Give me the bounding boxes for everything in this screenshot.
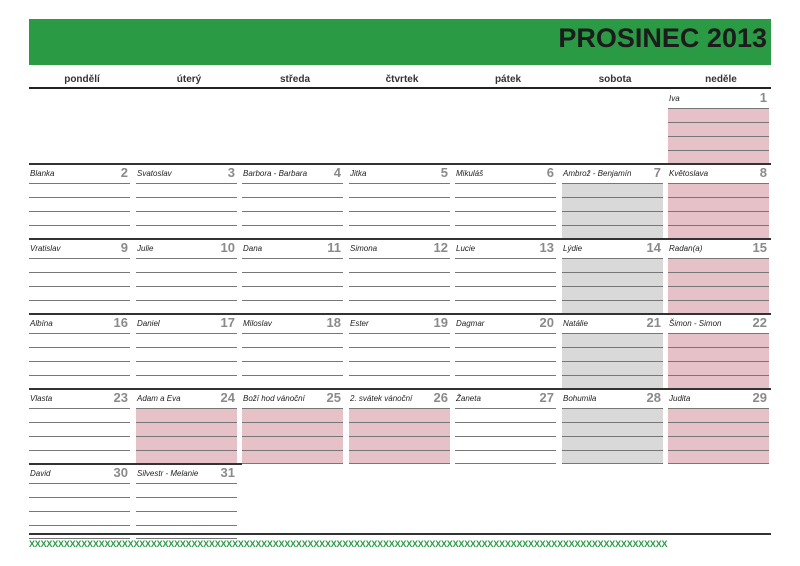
nameday-label: 2. svátek vánoční [350, 394, 413, 403]
day-cell[interactable] [455, 390, 556, 463]
day-cell[interactable] [349, 390, 450, 463]
note-line [455, 258, 556, 259]
note-line [29, 333, 130, 334]
day-number: 2 [120, 165, 128, 180]
day-cell[interactable] [242, 240, 343, 313]
nameday-label: Julie [137, 244, 154, 253]
nameday-label: Ambrož - Benjamín [563, 169, 632, 178]
note-line [668, 347, 769, 348]
nameday-label: Simona [350, 244, 378, 253]
note-line [562, 436, 663, 437]
note-line [562, 225, 663, 226]
note-line [455, 211, 556, 212]
note-line [136, 525, 237, 526]
day-number: 9 [120, 240, 128, 255]
note-line [668, 408, 769, 409]
note-line [455, 450, 556, 451]
day-cell[interactable] [29, 465, 130, 538]
note-line [29, 511, 130, 512]
note-line [562, 361, 663, 362]
note-line [455, 286, 556, 287]
note-line [29, 183, 130, 184]
note-line [562, 347, 663, 348]
day-cell[interactable] [242, 390, 343, 463]
nameday-label: Adam a Eva [137, 394, 181, 403]
day-number: 8 [759, 165, 767, 180]
note-line [242, 347, 343, 348]
day-number: 27 [539, 390, 554, 405]
note-line [136, 375, 237, 376]
note-line [29, 422, 130, 423]
day-number: 19 [433, 315, 448, 330]
weekday-label: pátek [494, 74, 522, 85]
note-line [455, 347, 556, 348]
day-number: 11 [327, 240, 341, 255]
note-line [136, 211, 237, 212]
note-line [562, 450, 663, 451]
nameday-label: Mikuláš [456, 169, 484, 178]
note-line [668, 258, 769, 259]
note-line [29, 375, 130, 376]
note-line [136, 483, 237, 484]
note-line [349, 197, 450, 198]
note-line [242, 436, 343, 437]
note-line [242, 286, 343, 287]
day-number: 3 [227, 165, 235, 180]
note-line [562, 286, 663, 287]
note-line [29, 450, 130, 451]
note-line [136, 408, 237, 409]
calendar-week-row [29, 388, 771, 463]
day-number: 30 [113, 465, 128, 480]
day-cell[interactable] [668, 90, 769, 163]
day-cell[interactable] [562, 315, 663, 388]
day-cell[interactable] [136, 465, 237, 538]
nameday-label: Lucie [456, 244, 476, 253]
note-line [242, 272, 343, 273]
weekday-label: neděle [705, 74, 737, 85]
day-number: 6 [546, 165, 554, 180]
nameday-label: Ester [350, 319, 369, 328]
note-line [562, 197, 663, 198]
note-line [242, 300, 343, 301]
note-line [136, 258, 237, 259]
note-line [562, 272, 663, 273]
note-line [242, 183, 343, 184]
day-cell[interactable] [668, 315, 769, 388]
nameday-label: Iva [669, 94, 680, 103]
note-line [668, 136, 769, 137]
note-line [136, 347, 237, 348]
note-line [349, 286, 450, 287]
note-line [29, 272, 130, 273]
note-line [136, 511, 237, 512]
note-line [136, 183, 237, 184]
note-line [562, 300, 663, 301]
nameday-label: Dana [243, 244, 263, 253]
nameday-label: Albína [30, 319, 53, 328]
day-cell[interactable] [455, 240, 556, 313]
day-cell[interactable] [562, 240, 663, 313]
note-line [29, 497, 130, 498]
day-number: 18 [326, 315, 341, 330]
note-line [668, 272, 769, 273]
nameday-label: Vratislav [30, 244, 61, 253]
note-line [668, 361, 769, 362]
nameday-label: Blanka [30, 169, 55, 178]
day-cell[interactable] [242, 165, 343, 238]
note-line [562, 211, 663, 212]
note-line [455, 197, 556, 198]
note-line [349, 347, 450, 348]
day-number: 15 [752, 240, 767, 255]
nameday-label: Silvestr - Melanie [137, 469, 199, 478]
day-cell[interactable] [349, 165, 450, 238]
note-line [242, 197, 343, 198]
nameday-label: Lýdie [563, 244, 583, 253]
note-line [455, 375, 556, 376]
day-cell[interactable] [455, 165, 556, 238]
note-line [29, 361, 130, 362]
note-line [349, 300, 450, 301]
note-line [668, 300, 769, 301]
day-cell[interactable] [29, 390, 130, 463]
nameday-label: Natálie [563, 319, 588, 328]
day-cell[interactable] [136, 315, 237, 388]
footer-divider [29, 533, 771, 535]
note-line [349, 272, 450, 273]
note-line [668, 197, 769, 198]
note-line [136, 333, 237, 334]
nameday-label: Žaneta [456, 394, 481, 403]
note-line [668, 375, 769, 376]
note-line [136, 300, 237, 301]
weekday-label: sobota [598, 74, 632, 85]
note-line [668, 225, 769, 226]
note-line [562, 422, 663, 423]
nameday-label: Daniel [137, 319, 160, 328]
nameday-label: Jitka [350, 169, 367, 178]
day-cell[interactable] [562, 165, 663, 238]
day-number: 23 [113, 390, 128, 405]
note-line [668, 450, 769, 451]
note-line [668, 286, 769, 287]
weekday-label: úterý [176, 74, 202, 85]
nameday-label: Barbora - Barbara [243, 169, 308, 178]
note-line [136, 450, 237, 451]
weekday-label: pondělí [64, 74, 100, 85]
note-line [668, 333, 769, 334]
day-cell[interactable] [242, 315, 343, 388]
note-line [242, 422, 343, 423]
weekday-label: středa [279, 74, 310, 85]
day-number: 20 [539, 315, 554, 330]
note-line [668, 122, 769, 123]
calendar-header-bar [29, 19, 771, 65]
day-cell[interactable] [29, 240, 130, 313]
nameday-label: David [30, 469, 51, 478]
note-line [455, 183, 556, 184]
note-line [668, 211, 769, 212]
note-line [349, 225, 450, 226]
nameday-label: Miloslav [243, 319, 272, 328]
note-line [562, 333, 663, 334]
day-number: 31 [220, 465, 235, 480]
note-line [455, 436, 556, 437]
day-number: 13 [539, 240, 554, 255]
day-number: 22 [752, 315, 767, 330]
note-line [242, 450, 343, 451]
day-cell[interactable] [349, 315, 450, 388]
day-cell[interactable] [29, 165, 130, 238]
day-cell[interactable] [29, 315, 130, 388]
note-line [29, 211, 130, 212]
note-line [136, 225, 237, 226]
day-number: 7 [653, 165, 661, 180]
note-line [242, 361, 343, 362]
note-line [668, 422, 769, 423]
note-line [29, 286, 130, 287]
day-cell[interactable] [562, 390, 663, 463]
day-number: 5 [440, 165, 448, 180]
day-number: 25 [326, 390, 341, 405]
note-line [349, 361, 450, 362]
note-line [562, 258, 663, 259]
note-line [242, 258, 343, 259]
note-line [349, 183, 450, 184]
day-number: 16 [113, 315, 128, 330]
calendar-week-row [29, 313, 771, 388]
day-cell[interactable] [668, 165, 769, 238]
day-cell[interactable] [455, 315, 556, 388]
calendar-week-row [29, 88, 771, 163]
note-line [562, 375, 663, 376]
nameday-label: Judita [669, 394, 691, 403]
note-line [242, 375, 343, 376]
note-line [455, 408, 556, 409]
note-line [29, 436, 130, 437]
note-line [242, 225, 343, 226]
calendar-week-row [29, 238, 771, 313]
note-line [29, 525, 130, 526]
nameday-label: Šimon - Simon [669, 319, 722, 328]
weekday-label: čtvrtek [385, 74, 419, 85]
note-line [136, 286, 237, 287]
note-line [455, 300, 556, 301]
note-line [562, 408, 663, 409]
note-line [455, 225, 556, 226]
note-line [349, 408, 450, 409]
note-line [668, 183, 769, 184]
note-line [242, 333, 343, 334]
calendar-week-row [29, 163, 771, 238]
day-number: 10 [220, 240, 235, 255]
day-cell[interactable] [668, 240, 769, 313]
note-line [668, 150, 769, 151]
footer-pattern: XXXXXXXXXXXXXXXXXXXXXXXXXXXXXXXXXXXXXXXXXXXXXXXXXXXXXXXXXXXXXXXXXXXXXXXXXXXXXXXXXXXXXXXXXXXXXXXXXXXXXXXXXXXXXX [29, 539, 668, 549]
note-line [29, 483, 130, 484]
note-line [29, 408, 130, 409]
note-line [668, 436, 769, 437]
note-line [136, 497, 237, 498]
note-line [349, 436, 450, 437]
day-cell[interactable] [136, 165, 237, 238]
note-line [242, 408, 343, 409]
note-line [349, 422, 450, 423]
day-cell[interactable] [136, 240, 237, 313]
note-line [136, 272, 237, 273]
day-cell[interactable] [136, 390, 237, 463]
note-line [242, 211, 343, 212]
day-number: 4 [333, 165, 341, 180]
nameday-label: Vlasta [30, 394, 53, 403]
day-number: 17 [220, 315, 235, 330]
note-line [29, 258, 130, 259]
note-line [136, 361, 237, 362]
note-line [349, 333, 450, 334]
day-number: 12 [433, 240, 448, 255]
nameday-label: Dagmar [456, 319, 485, 328]
day-number: 29 [752, 390, 767, 405]
note-line [668, 108, 769, 109]
note-line [455, 272, 556, 273]
note-line [29, 300, 130, 301]
note-line [349, 450, 450, 451]
day-number: 1 [759, 90, 767, 105]
note-line [349, 375, 450, 376]
day-number: 24 [220, 390, 235, 405]
day-cell[interactable] [668, 390, 769, 463]
note-line [136, 197, 237, 198]
nameday-label: Radan(a) [669, 244, 703, 253]
day-number: 28 [646, 390, 661, 405]
day-cell[interactable] [349, 240, 450, 313]
note-line [455, 333, 556, 334]
note-line [29, 225, 130, 226]
note-line [562, 183, 663, 184]
note-line [29, 347, 130, 348]
calendar-week-row [29, 463, 771, 538]
day-number: 26 [433, 390, 448, 405]
page-title: PROSINEC 2013 [558, 23, 767, 53]
note-line [349, 258, 450, 259]
note-line [136, 422, 237, 423]
note-line [349, 211, 450, 212]
note-line [455, 361, 556, 362]
nameday-label: Boží hod vánoční [243, 394, 305, 403]
nameday-label: Svatoslav [137, 169, 172, 178]
note-line [136, 436, 237, 437]
note-line [29, 197, 130, 198]
day-number: 14 [646, 240, 661, 255]
nameday-label: Květoslava [669, 169, 709, 178]
day-number: 21 [646, 315, 661, 330]
nameday-label: Bohumila [563, 394, 597, 403]
note-line [455, 422, 556, 423]
